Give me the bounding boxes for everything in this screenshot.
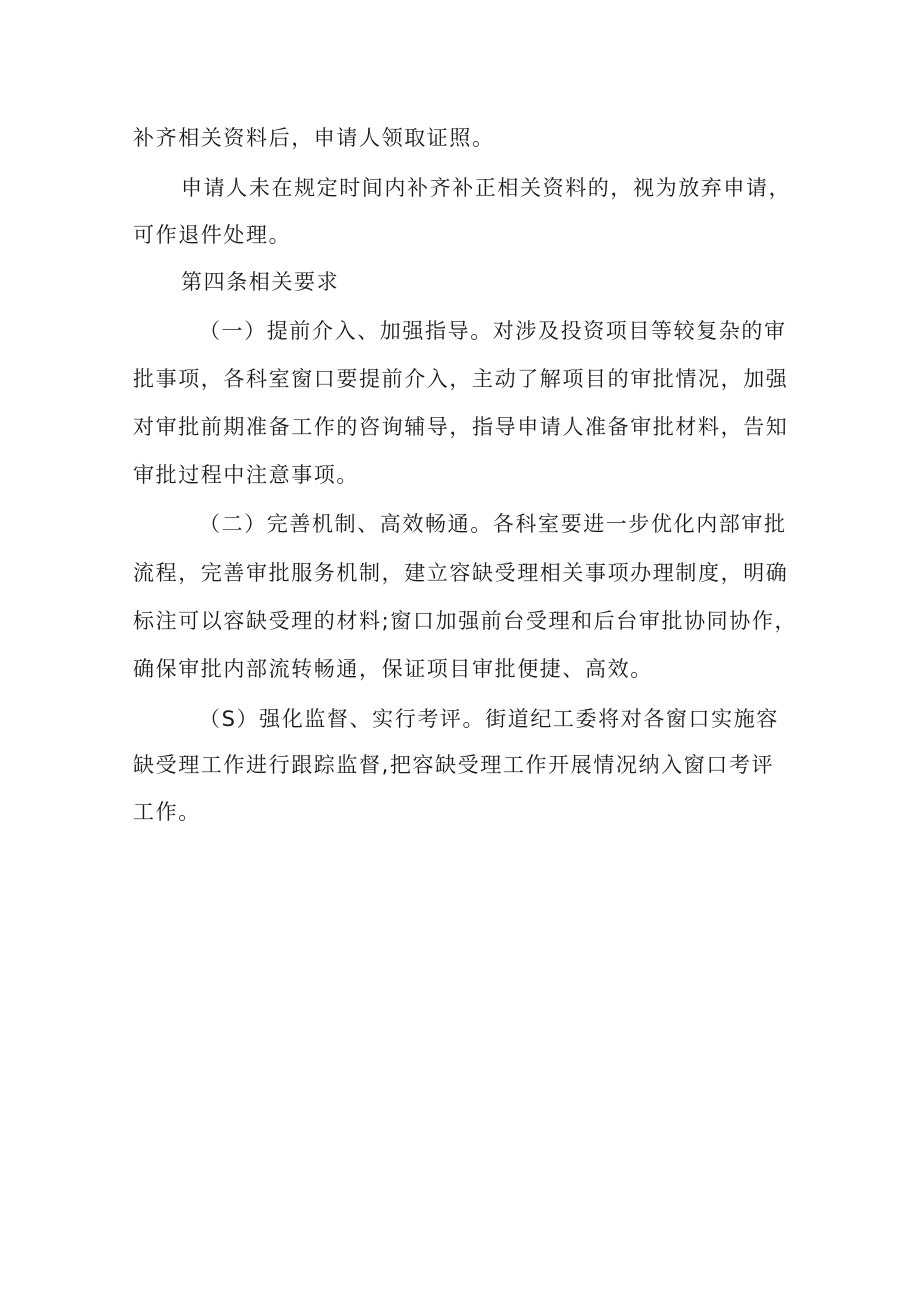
paragraph-line: （一）提前介入、加强指导。对涉及投资项目等较复杂的审 bbox=[199, 319, 787, 343]
paragraph-line: （二）完善机制、高效畅通。各科室要进一步优化内部审批 bbox=[199, 512, 787, 536]
paragraph-line: （S）强化监督、实行考评。街道纪工委将对各窗口实施容 bbox=[199, 707, 779, 731]
paragraph-line: 工作。 bbox=[133, 800, 201, 824]
paragraph-line: 可作退件处理。 bbox=[133, 223, 292, 247]
paragraph-line: 审批过程中注意事项。 bbox=[133, 463, 359, 487]
paragraph-line: 批事项，各科室窗口要提前介入，主动了解项目的审批情况，加强 bbox=[133, 367, 789, 391]
paragraph-line: 缺受理工作进行跟踪监督,把容缺受理工作开展情况纳入窗口考评 bbox=[133, 753, 775, 777]
paragraph-line: 流程，完善审批服务机制，建立容缺受理相关事项办理制度，明确 bbox=[133, 561, 789, 585]
paragraph-line: 补齐相关资料后，申请人领取证照。 bbox=[133, 126, 495, 150]
paragraph-line: 标注可以容缺受理的材料;窗口加强前台受理和后台审批协同协作， bbox=[133, 609, 798, 633]
section-heading: 第四条相关要求 bbox=[181, 270, 340, 294]
paragraph-line: 申请人未在规定时间内补齐补正相关资料的，视为放弃申请， bbox=[181, 176, 792, 200]
paragraph-line: 对审批前期准备工作的咨询辅导，指导申请人准备审批材料，告知 bbox=[133, 415, 789, 439]
paragraph-line: 确保审批内部流转畅通，保证项目审批便捷、高效。 bbox=[133, 657, 653, 681]
